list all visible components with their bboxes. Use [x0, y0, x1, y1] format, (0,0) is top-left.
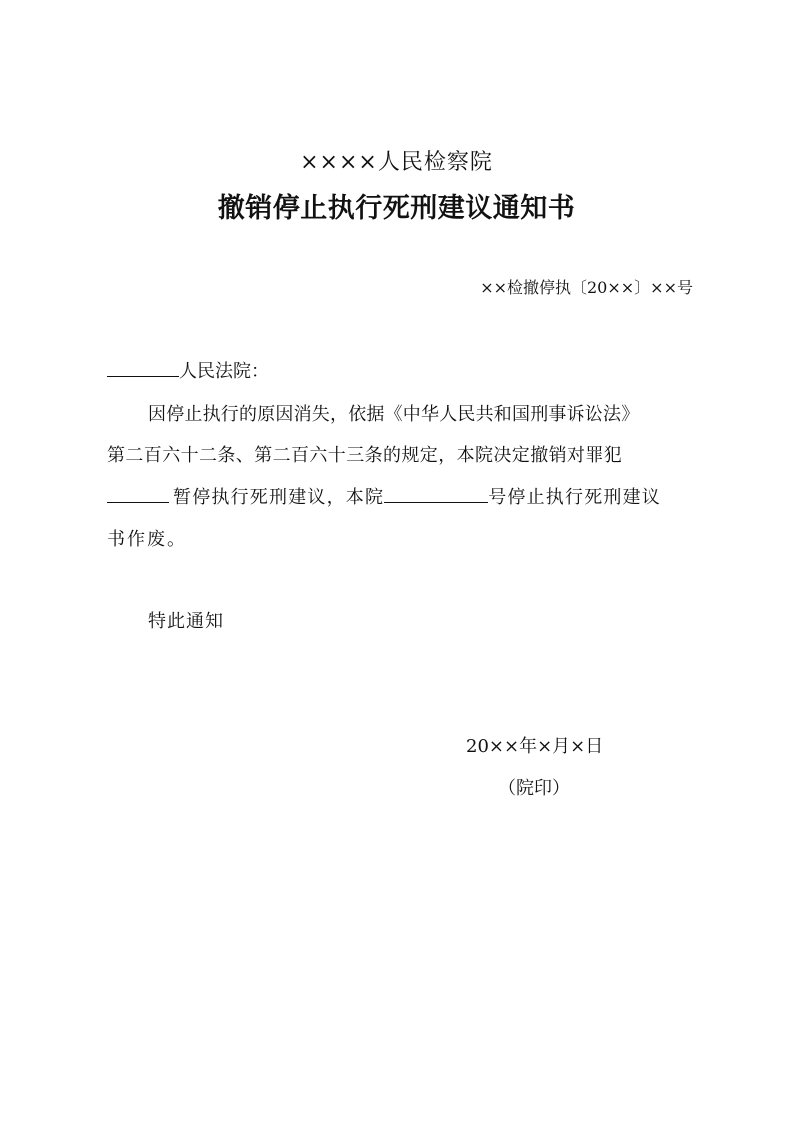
- issue-date: 20××年×月×日: [466, 736, 604, 757]
- body-line-1: 因停止执行的原因消失，依据《中华人民共和国刑事诉讼法》: [148, 404, 640, 425]
- court-name-blank[interactable]: [107, 360, 179, 377]
- body-line-3: [107, 483, 661, 509]
- closing-text: 特此通知: [148, 611, 224, 632]
- agency-name: ××××人民检察院: [300, 150, 493, 175]
- body-line-4: 书作废。: [107, 529, 187, 550]
- body-line-3-text-a: 暂停执行死刑建议，本院: [173, 487, 385, 508]
- notice-number-blank[interactable]: [384, 486, 488, 503]
- addressee-line: [107, 357, 269, 383]
- document-number: ××检撤停执〔20××〕××号: [480, 278, 693, 297]
- court-seal-placeholder: （院印）: [498, 778, 570, 799]
- addressee-suffix: 人民法院：: [179, 361, 269, 382]
- criminal-name-blank[interactable]: [107, 486, 169, 503]
- body-line-3-text-b: 号停止执行死刑建议: [488, 487, 662, 508]
- document-title: 撤销停止执行死刑建议通知书: [217, 193, 576, 224]
- body-line-2: 第二百六十二条、第二百六十三条的规定，本院决定撤销对罪犯: [107, 445, 623, 466]
